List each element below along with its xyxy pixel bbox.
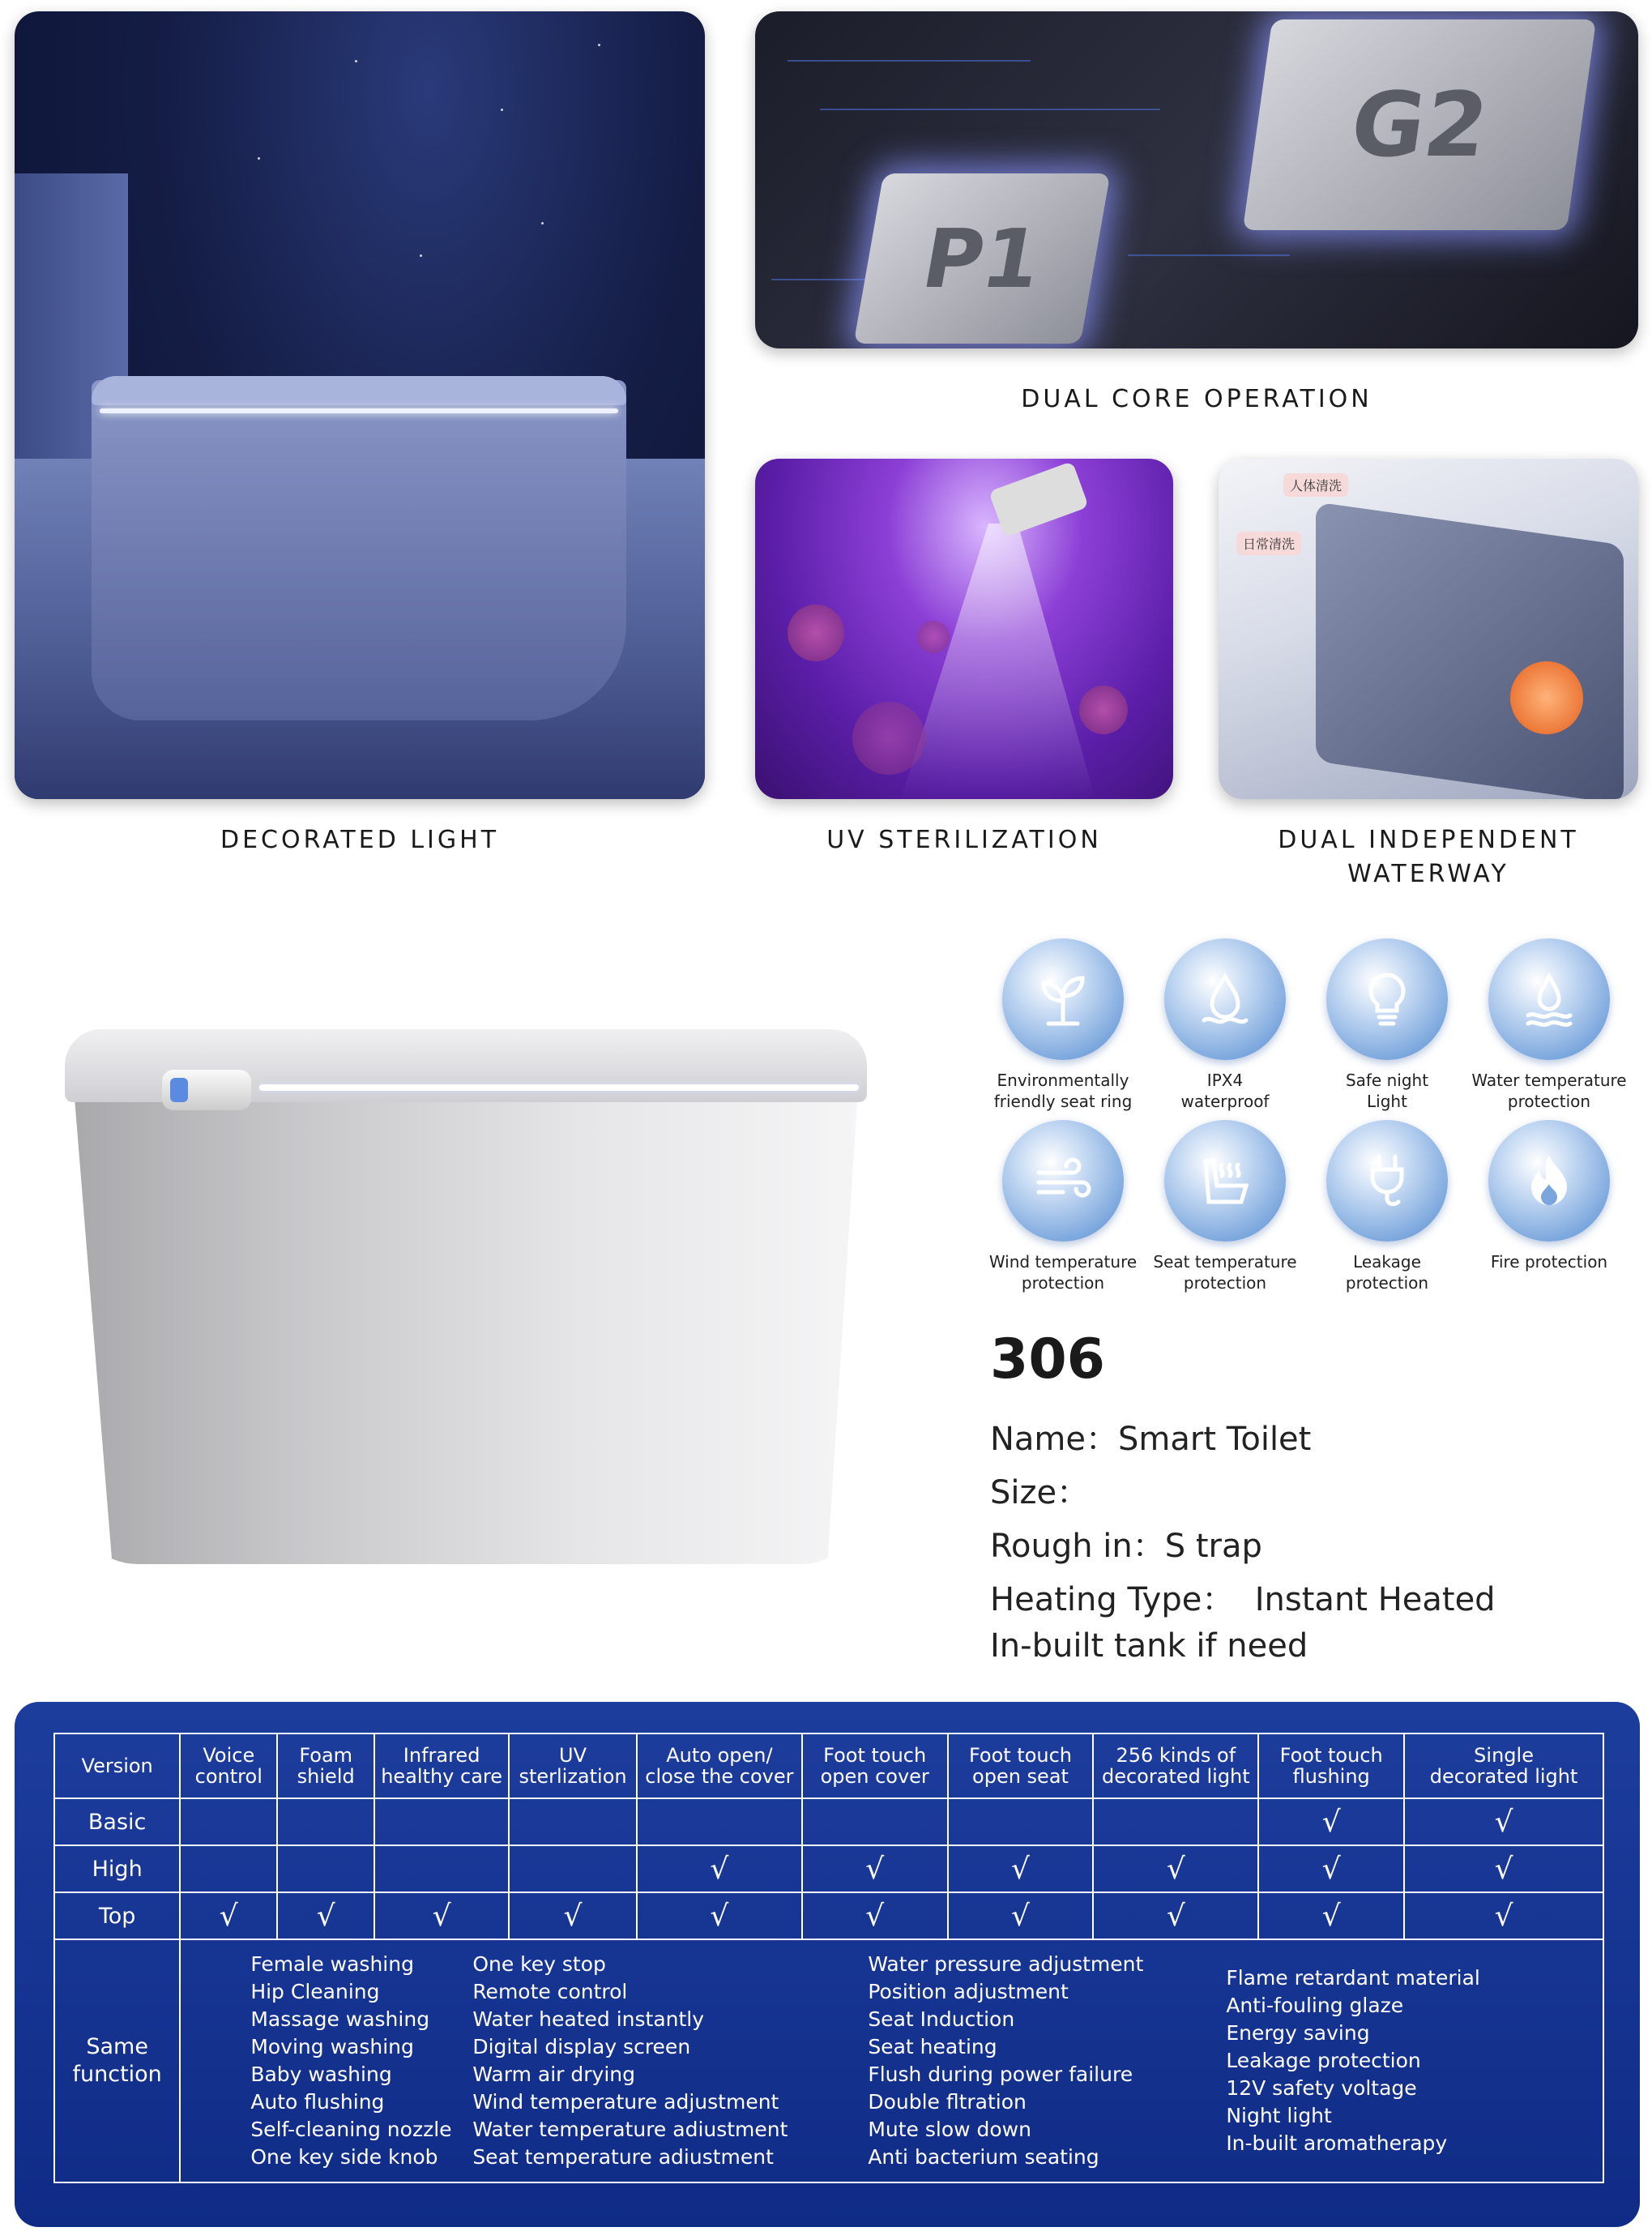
caption-waterway-line1: DUAL INDEPENDENT bbox=[1278, 826, 1579, 854]
empty-cell bbox=[277, 1798, 374, 1845]
function-list bbox=[1226, 1964, 1534, 2157]
feature-ipx4 bbox=[1144, 938, 1306, 1112]
tag-daily-wash: 日常清洗 bbox=[1236, 532, 1301, 555]
function-item: Water pressure adjustment bbox=[868, 1952, 1144, 1976]
heated-seat-icon bbox=[1164, 1120, 1286, 1242]
feature-label-line1: Seat temperature bbox=[1153, 1252, 1297, 1272]
function-item: Hip Cleaning bbox=[250, 1980, 380, 2003]
function-item: Seat temperature adiustment bbox=[472, 2145, 774, 2169]
feature-seat-temperature bbox=[1144, 1120, 1306, 1293]
empty-cell bbox=[509, 1798, 637, 1845]
function-item: Seat heating bbox=[868, 2035, 997, 2058]
empty-cell bbox=[374, 1798, 509, 1845]
empty-cell bbox=[180, 1845, 277, 1892]
feature-leakage bbox=[1306, 1120, 1468, 1293]
plug-icon bbox=[1326, 1120, 1448, 1242]
function-item: Warm air drying bbox=[472, 2063, 635, 2086]
chip-g2: G2 bbox=[1243, 19, 1597, 230]
function-item: Flame retardant material bbox=[1226, 1966, 1480, 1990]
empty-cell bbox=[374, 1845, 509, 1892]
feature-fire-protection bbox=[1468, 1120, 1630, 1272]
function-list bbox=[868, 1951, 1226, 2171]
dual-core-photo bbox=[755, 11, 1638, 348]
spec-tank: In-built tank if need bbox=[990, 1627, 1308, 1665]
check-mark: √ bbox=[1258, 1845, 1404, 1892]
water-temperature-icon bbox=[1488, 938, 1610, 1060]
check-mark: √ bbox=[637, 1845, 802, 1892]
function-item: In-built aromatherapy bbox=[1226, 2131, 1448, 2155]
function-item: Wind temperature adjustment bbox=[472, 2090, 779, 2114]
check-mark: √ bbox=[637, 1892, 802, 1939]
check-mark: √ bbox=[1093, 1892, 1258, 1939]
feature-label-line1: Environmentally bbox=[997, 1071, 1129, 1090]
dual-waterway-photo bbox=[1219, 459, 1638, 799]
feature-night-light bbox=[1306, 938, 1468, 1112]
header-single-light: Single decorated light bbox=[1404, 1733, 1603, 1798]
decorated-light-photo bbox=[15, 11, 705, 799]
spec-size: Size： bbox=[990, 1474, 1090, 1511]
function-item: Remote control bbox=[472, 1980, 628, 2003]
feature-label-line2: protection bbox=[1345, 1273, 1429, 1293]
header-foot-open-cover: Foot touch open cover bbox=[802, 1733, 948, 1798]
chip-p1: P1 bbox=[853, 173, 1110, 344]
feature-label-line2: friendly seat ring bbox=[993, 1092, 1133, 1111]
feature-label-line1: Fire protection bbox=[1490, 1252, 1608, 1272]
function-item: Moving washing bbox=[250, 2035, 414, 2058]
feature-label-line2: waterproof bbox=[1180, 1092, 1270, 1111]
check-mark: √ bbox=[1404, 1798, 1603, 1845]
check-mark: √ bbox=[1404, 1845, 1603, 1892]
feature-water-temperature bbox=[1468, 938, 1630, 1112]
function-item: Anti-fouling glaze bbox=[1226, 1994, 1404, 2017]
check-mark: √ bbox=[374, 1892, 509, 1939]
empty-cell bbox=[509, 1845, 637, 1892]
spec-heating-type: Heating Type： Instant Heated bbox=[990, 1581, 1496, 1618]
feature-label-line2: protection bbox=[1183, 1273, 1267, 1293]
check-mark: √ bbox=[180, 1892, 277, 1939]
feature-label-line1: Leakage bbox=[1353, 1252, 1421, 1272]
tag-body-wash: 人体清洗 bbox=[1283, 473, 1348, 497]
function-item: One key side knob bbox=[250, 2145, 438, 2169]
uv-sterilization-photo bbox=[755, 459, 1173, 799]
function-item: Female washing bbox=[250, 1952, 414, 1976]
function-item: One key stop bbox=[472, 1952, 606, 1976]
check-mark: √ bbox=[1258, 1798, 1404, 1845]
caption-dual-core: DUAL CORE OPERATION bbox=[1021, 385, 1372, 413]
header-infrared: Infrared healthy care bbox=[374, 1733, 509, 1798]
function-item: Water temperature adiustment bbox=[472, 2118, 788, 2141]
caption-waterway bbox=[1219, 823, 1638, 891]
feature-label-line2: protection bbox=[1021, 1273, 1105, 1293]
function-item: Seat Induction bbox=[868, 2007, 1015, 2031]
feature-label-line1: Safe night bbox=[1345, 1071, 1429, 1090]
check-mark: √ bbox=[509, 1892, 637, 1939]
table-row bbox=[54, 1798, 1603, 1845]
empty-cell bbox=[637, 1798, 802, 1845]
function-list bbox=[472, 1951, 868, 2171]
function-item: Leakage protection bbox=[1226, 2049, 1421, 2072]
model-number: 306 bbox=[990, 1327, 1105, 1391]
feature-label-line2: Light bbox=[1367, 1092, 1407, 1111]
header-foot-flushing: Foot touch flushing bbox=[1258, 1733, 1404, 1798]
smart-toilet-product-image bbox=[65, 1029, 875, 1572]
spec-rough-in: Rough in：S trap bbox=[990, 1528, 1262, 1565]
feature-label-line2: protection bbox=[1507, 1092, 1591, 1111]
version-table-panel bbox=[15, 1702, 1640, 2227]
version-comparison-table bbox=[53, 1733, 1604, 2183]
check-mark: √ bbox=[1404, 1892, 1603, 1939]
sprout-icon bbox=[1002, 938, 1124, 1060]
function-item: Flush during power failure bbox=[868, 2063, 1133, 2086]
function-item: Auto flushing bbox=[250, 2090, 385, 2114]
empty-cell bbox=[1093, 1798, 1258, 1845]
feature-label-line1: IPX4 bbox=[1206, 1071, 1244, 1090]
feature-wind-temperature bbox=[982, 1120, 1144, 1293]
function-item: Night light bbox=[1226, 2104, 1332, 2127]
table-header-row bbox=[54, 1733, 1603, 1798]
function-item: Mute slow down bbox=[868, 2118, 1031, 2141]
check-mark: √ bbox=[1093, 1845, 1258, 1892]
header-auto-open: Auto open/ close the cover bbox=[637, 1733, 802, 1798]
feature-eco-seat-ring bbox=[982, 938, 1144, 1112]
empty-cell bbox=[802, 1798, 948, 1845]
feature-label-line1: Water temperature bbox=[1471, 1071, 1627, 1090]
function-item: Position adjustment bbox=[868, 1980, 1069, 2003]
header-256-light: 256 kinds of decorated light bbox=[1093, 1733, 1258, 1798]
caption-waterway-line2: WATERWAY bbox=[1347, 860, 1509, 888]
header-foam-shield: Foam shield bbox=[277, 1733, 374, 1798]
version-label: Top bbox=[54, 1892, 180, 1939]
function-item: Energy saving bbox=[1226, 2021, 1370, 2045]
caption-decorated-light: DECORATED LIGHT bbox=[220, 826, 500, 854]
check-mark: √ bbox=[948, 1892, 1094, 1939]
feature-label-line1: Wind temperature bbox=[988, 1252, 1138, 1272]
function-item: Digital display screen bbox=[472, 2035, 691, 2058]
water-drop-icon bbox=[1164, 938, 1286, 1060]
version-label: Basic bbox=[54, 1798, 180, 1845]
check-mark: √ bbox=[802, 1845, 948, 1892]
function-item: Anti bacterium seating bbox=[868, 2145, 1099, 2169]
table-row bbox=[54, 1845, 1603, 1892]
function-item: 12V safety voltage bbox=[1226, 2076, 1417, 2100]
table-row bbox=[54, 1892, 1603, 1939]
check-mark: √ bbox=[802, 1892, 948, 1939]
version-label: High bbox=[54, 1845, 180, 1892]
empty-cell bbox=[948, 1798, 1094, 1845]
header-version: Version bbox=[54, 1733, 180, 1798]
function-item: Baby washing bbox=[250, 2063, 392, 2086]
header-foot-open-seat: Foot touch open seat bbox=[948, 1733, 1094, 1798]
function-list bbox=[181, 1951, 472, 2171]
header-uv: UV sterlization bbox=[509, 1733, 637, 1798]
function-item: Self-cleaning nozzle bbox=[250, 2118, 452, 2141]
same-function-row bbox=[54, 1939, 1603, 2182]
check-mark: √ bbox=[1258, 1892, 1404, 1939]
fire-icon bbox=[1488, 1120, 1610, 1242]
empty-cell bbox=[277, 1845, 374, 1892]
caption-uv: UV STERILIZATION bbox=[826, 826, 1102, 854]
function-item: Water heated instantly bbox=[472, 2007, 705, 2031]
function-item: Double fltration bbox=[868, 2090, 1027, 2114]
function-item: Massage washing bbox=[250, 2007, 430, 2031]
empty-cell bbox=[180, 1798, 277, 1845]
header-voice-control: Voice control bbox=[180, 1733, 277, 1798]
spec-name: Name：Smart Toilet bbox=[990, 1421, 1312, 1458]
wind-icon bbox=[1002, 1120, 1124, 1242]
check-mark: √ bbox=[277, 1892, 374, 1939]
light-bulb-icon bbox=[1326, 938, 1448, 1060]
check-mark: √ bbox=[948, 1845, 1094, 1892]
same-function-label: Same function bbox=[54, 1939, 180, 2182]
